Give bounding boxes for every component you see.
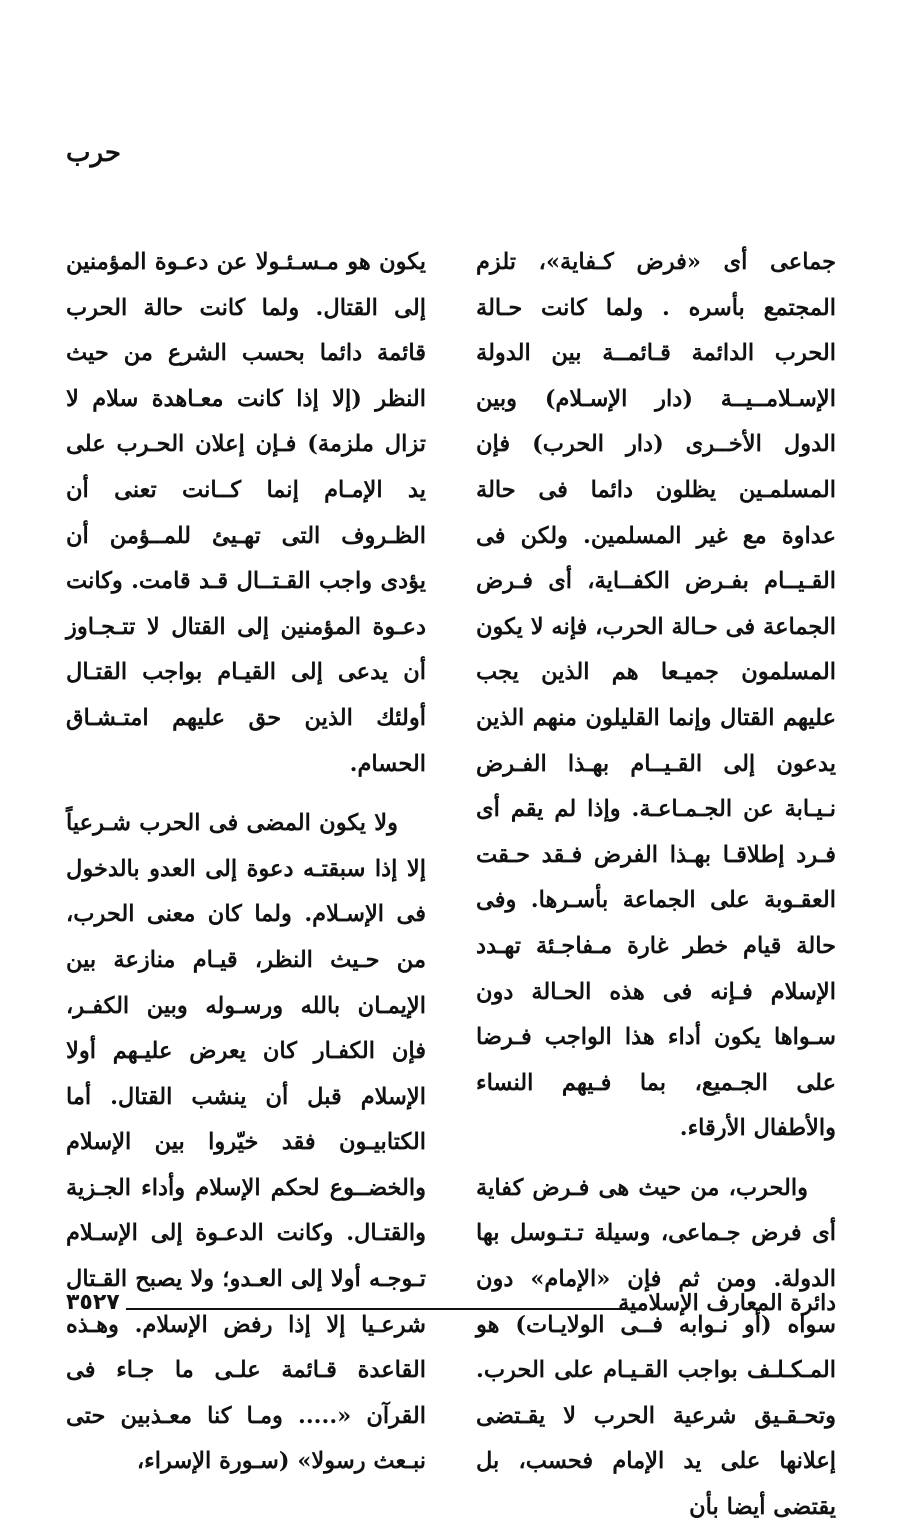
publication-title: دائرة المعارف الإسلامية xyxy=(618,1290,836,1316)
footer-divider xyxy=(126,1308,626,1310)
text-column-right xyxy=(476,240,836,1531)
page-number: ٣٥٢٧ xyxy=(66,1290,120,1315)
paragraph: يكون هو مـسـئـولا عن دعـوة المؤمنين إلى القتال. ولما كانت حالة الحرب قائمة دائما بحسب الشرع من حيث النظر (إلا إذا كانت معـاهدة سلام لا تزال ملزمة) فـإن إعلان الحـرب على يد الإمـام إنما كــانت تعنى أن الظـروف التى تهـيئ للمــؤمن أن يؤدى واجب القـتــال قـد قامت. وكانت دعـوة المؤمنين إلى القتال لا تتـجـاوز أن يدعى إلى القيـام بواجب القتـال أولئك الذين حق عليهم امتـشـاق الحسام. xyxy=(66,249,426,777)
paragraph: والحرب، من حيث هى فـرض كفاية أى فرض جـماعى، وسيلة تـتـوسل بها الدولة. ومن ثم فإن «الإمام» دون سواه (أو نـوابه فــى الولايـات) هو المـكـلـف بواجب القـيـام على الحرب. وتحـقـيق شرعية الحرب لا يقـتضى إعلانها على يد الإمام فحسب، بل يقتضى أيضا بأن xyxy=(476,1174,836,1521)
paragraph: ولا يكون المضى فى الحرب شـرعياً إلا إذا سبقتـه دعوة إلى العدو بالدخول فى الإسـلام. ولما كان معنى الحرب، من حـيث النظر، قيـام منازعة بين الإيمـان بالله ورسـوله وبين الكفـر، فإن الكفـار كان يعرض عليـهم أولا الإسلام قبل أن ينشب القتال. أما الكتابيـون فقد خيّروا بين الإسلام والخضــوع لحكم الإسلام وأداء الجـزية والقتـال. وكانت الدعـوة إلى الإسـلام تـوجـه أولا إلى العـدو؛ ولا يصبح القـتال شرعـيا إلا إذا رفض الإسلام. وهـذه القاعدة قـائمة علـى ما جـاء فى القرآن «..... ومـا كنا معـذبين حتى نبـعث رسولا» (سـورة الإسراء، xyxy=(66,810,426,1475)
paragraph: جماعى أى «فرض كـفاية»، تلزم المجتمع بأسره . ولما كانت حـالة الحرب الدائمة قـائمــة بين الدولة الإسـلامــيــة (دار الإسـلام) وبين الدول الأخــرى (دار الحرب) فإن المسلمـين يظلون دائما فى حالة عداوة مع غير المسلمين. ولكن فى القـيــام بفـرض الكفــاية، أى فـرض الجماعة فى حـالة الحرب، فإنه لا يكون المسلمون جميـعا هم الذين يجب عليهم القتال وإنما القليلون منهم الذين يدعون إلى القـيــام بهـذا الفـرض نـيـابة عن الجـمـاعـة. وإذا لم يقم أى فـرد إطلاقـا بهـذا الفرض فـقد حـقت العقـوبة على الجماعة بأسـرها. وفى حالة قيام خطر غارة مـفاجـئة تهـدد الإسلام فـإنه فى هذه الحـالة دون سـواها يكون أداء هذا الواجب فـرضا على الجـميع، بما فـيهم النساء والأطفال الأرقاء. xyxy=(476,249,836,1142)
page-footer xyxy=(66,1290,836,1326)
running-head-title: حرب xyxy=(66,138,121,168)
